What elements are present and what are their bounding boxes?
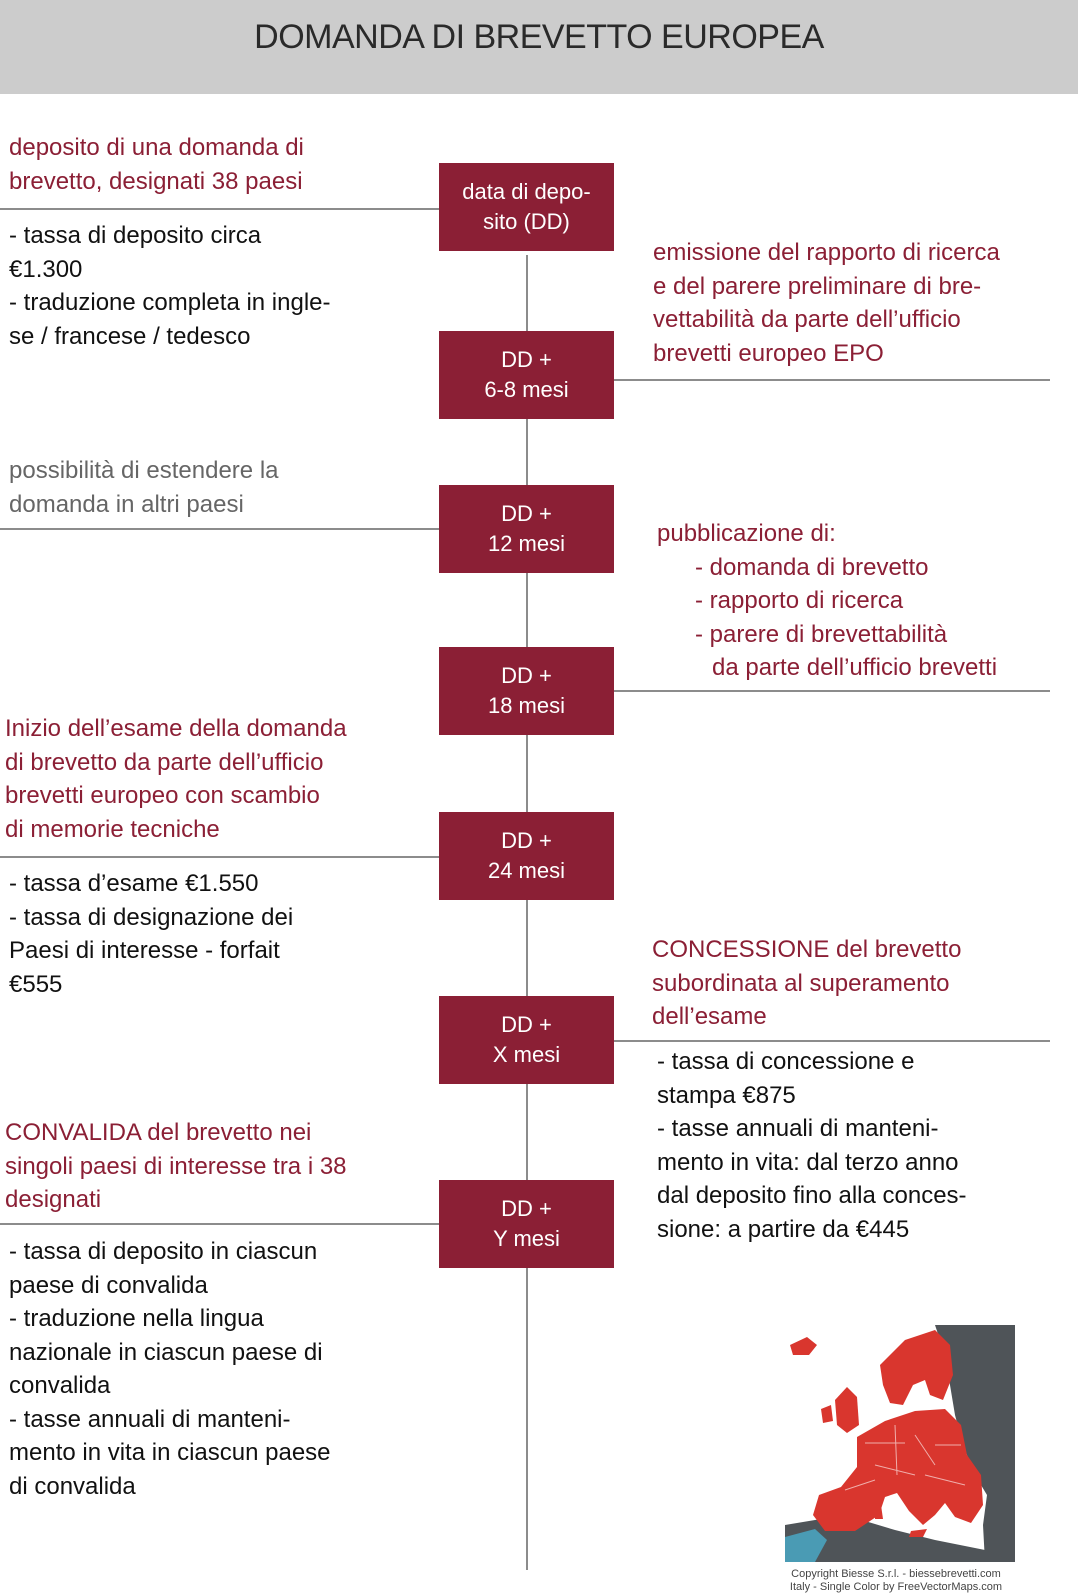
examination-fees: - tassa d’esame €1.550 - tassa di designazione dei Paesi di interesse - forfait €555	[9, 870, 294, 998]
publication-heading: pubblicazione di: - domanda di brevetto - rapporto di ricerca - parere di brevettabilità da parte dell’ufficio brevetti	[657, 520, 998, 681]
stage-filing-date	[439, 163, 614, 251]
stage-6-8-months	[439, 331, 614, 419]
stage-label: DD +	[501, 663, 552, 688]
filing-heading: deposito di una domanda di brevetto, designati 38 paesi	[9, 134, 304, 195]
stage-label: X mesi	[492, 1042, 561, 1067]
connector-line	[0, 856, 439, 858]
stage-y-months	[439, 1180, 614, 1268]
stage-18-months	[439, 647, 614, 735]
map-mainland	[813, 1409, 983, 1531]
stage-label: 18 mesi	[487, 693, 566, 718]
connector-line	[614, 379, 1050, 381]
connector-line	[614, 690, 1050, 692]
map-ireland	[821, 1405, 833, 1423]
timeline-axis	[526, 255, 528, 1570]
map-scandinavia	[880, 1330, 953, 1405]
map-island	[909, 1529, 927, 1537]
map-credit: Copyright Biesse S.r.l. - biessebrevetti.com Italy - Single Color by FreeVectorMaps.com	[789, 1568, 1003, 1593]
search-report-heading: emissione del rapporto di ricerca e del parere preliminare di bre- vettabilità da parte dell’ufficio brevetti europeo EPO	[653, 239, 1000, 367]
stage-label: DD +	[501, 1196, 552, 1221]
filing-fees: - tassa di deposito circa €1.300 - traduzione completa in ingle- se / francese / tedesco	[9, 222, 331, 350]
examination-heading: Inizio dell’esame della domanda di brevetto da parte dell’ufficio brevetti europeo con scambio di memorie tecniche	[5, 715, 347, 843]
stage-label: Y mesi	[493, 1226, 560, 1251]
connector-line	[614, 1040, 1050, 1042]
stage-label: 12 mesi	[487, 531, 566, 556]
stage-label: DD +	[501, 501, 552, 526]
connector-line	[0, 1223, 439, 1225]
map-iceland	[790, 1337, 817, 1355]
validation-fees: - tassa di deposito in ciascun paese di convalida - traduzione nella lingua nazionale in ciascun paese di convalida - tasse annuali di manteni- mento in vita in ciascun paese di convalida	[9, 1238, 331, 1500]
stage-label: DD +	[501, 1012, 552, 1037]
map-island	[875, 1505, 883, 1519]
connector-line	[0, 208, 439, 210]
stage-label: data di depo-	[462, 179, 591, 204]
stage-label: 6-8 mesi	[484, 377, 569, 402]
header-bar	[0, 0, 1078, 94]
stage-label: DD +	[501, 347, 552, 372]
stage-label: 24 mesi	[487, 858, 566, 883]
stage-12-months	[439, 485, 614, 573]
grant-heading: CONCESSIONE del brevetto subordinata al superamento dell’esame	[652, 936, 962, 1030]
europe-map	[785, 1325, 1015, 1562]
grant-fees: - tassa di concessione e stampa €875 - tasse annuali di manteni- mento in vita: dal terzo anno dal deposito fino alla conces- sione: a partire da €445	[657, 1048, 967, 1243]
stage-label: sito (DD)	[483, 209, 570, 234]
extension-note: possibilità di estendere la domanda in altri paesi	[9, 457, 279, 518]
stage-x-months	[439, 996, 614, 1084]
stage-label: DD +	[501, 828, 552, 853]
connector-line	[0, 528, 439, 530]
map-british-isles	[835, 1387, 859, 1433]
validation-heading: CONVALIDA del brevetto nei singoli paesi di interesse tra i 38 designati	[5, 1119, 347, 1213]
stage-24-months	[439, 812, 614, 900]
page-title: DOMANDA DI BREVETTO EUROPEA	[254, 18, 824, 56]
